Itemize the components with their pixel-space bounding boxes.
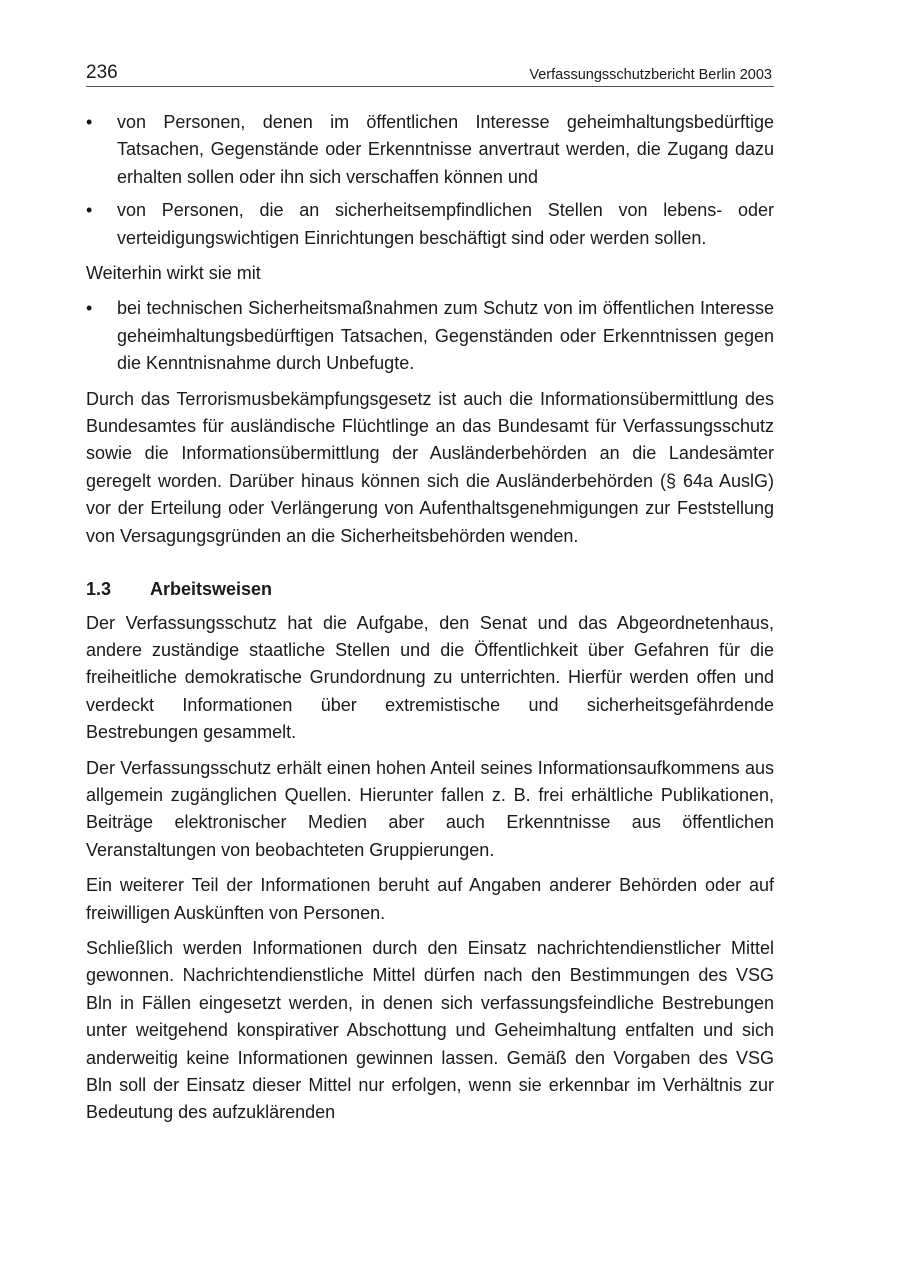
running-title: Verfassungsschutzbericht Berlin 2003 bbox=[529, 67, 772, 83]
section-number: 1.3 bbox=[86, 579, 112, 600]
page-number: 236 bbox=[86, 62, 118, 83]
bullet-icon: • bbox=[86, 298, 93, 319]
paragraph: Durch das Terrorismusbekämpfungsgesetz ist auch die Informationsübermittlung des Bundesamtes für ausländische Flüchtlinge an das Bundesamt für Verfassungsschutz sowie die Informationsübermittlung der Ausländerbehörden an die Landesämter geregelt worden. Darüber hinaus können sich die Ausländerbehörden (§ 64a AuslG) vor der Erteilung oder Verlängerung von Aufenthaltsgenehmigungen zur Feststellung von Versagungsgründen an die Sicherheitsbehörden wenden. bbox=[86, 388, 774, 546]
list-item bbox=[86, 197, 774, 252]
list-item-text: von Personen, die an sicherheitsempfindlichen Stellen von lebens- oder verteidigungswichtigen Einrichtungen beschäftigt sind oder werden sollen. bbox=[117, 200, 774, 248]
page-header bbox=[86, 58, 774, 87]
paragraph: Schließlich werden Informationen durch den Einsatz nachrichtendienstlicher Mittel gewonnen. Nachrichtendienstliche Mittel dürfen nach den Bestimmungen des VSG Bln in Fällen eingesetzt werden, in denen sich verfassungsfeindliche Bestrebungen unter weitgehend konspirativer Abschottung und Geheimhaltung entfalten und sich anderweitig keine Informationen gewinnen lassen. Gemäß den Vorgaben des VSG Bln soll der Einsatz dieser Mittel nur erfolgen, wenn sie erkennbar im Verhältnis zur Bedeutung des aufzuklärenden bbox=[86, 937, 774, 1123]
page-content bbox=[86, 109, 774, 1127]
document-page bbox=[86, 58, 774, 1135]
list-item bbox=[86, 295, 774, 377]
section-heading bbox=[86, 576, 774, 603]
list-item bbox=[86, 109, 774, 191]
bullet-list bbox=[86, 295, 774, 377]
paragraph: Ein weiterer Teil der Informationen beruht auf Angaben anderer Behörden oder auf freiwilligen Auskünften von Personen. bbox=[86, 875, 774, 923]
paragraph: Weiterhin wirkt sie mit bbox=[86, 263, 261, 284]
section-title: Arbeitsweisen bbox=[150, 579, 273, 600]
bullet-list bbox=[86, 109, 774, 252]
bullet-icon: • bbox=[86, 112, 93, 132]
paragraph: Der Verfassungsschutz hat die Aufgabe, den Senat und das Abgeordnetenhaus, andere zuständige staatliche Stellen und die Öffentlichkeit über Gefahren für die freiheitliche demokratische Grundordnung zu unterrichten. Hierfür werden offen und verdeckt Informationen über extremistische und sicherheitsgefährdende Bestrebungen gesammelt. bbox=[86, 612, 774, 743]
list-item-text: von Personen, denen im öffentlichen Interesse geheimhaltungsbedürftige Tatsachen, Gegenstände oder Erkenntnisse anvertraut werden, die Zugang dazu erhalten sollen oder ihn sich verschaffen können und bbox=[117, 112, 774, 187]
bullet-icon: • bbox=[86, 200, 93, 221]
list-item-text: bei technischen Sicherheitsmaßnahmen zum Schutz von im öffentlichen Interesse geheimhaltungsbedürftigen Tatsachen, Gegenständen oder Erkenntnissen gegen die Kenntnisnahme durch Unbefugte. bbox=[117, 298, 774, 374]
paragraph: Der Verfassungsschutz erhält einen hohen Anteil seines Informationsaufkommens aus allgemein zugänglichen Quellen. Hierunter fallen z. B. frei erhältliche Publikationen, Beiträge elektronischer Medien aber auch Erkenntnisse aus öffentlichen Veranstaltungen von beobachteten Gruppierungen. bbox=[86, 757, 774, 860]
